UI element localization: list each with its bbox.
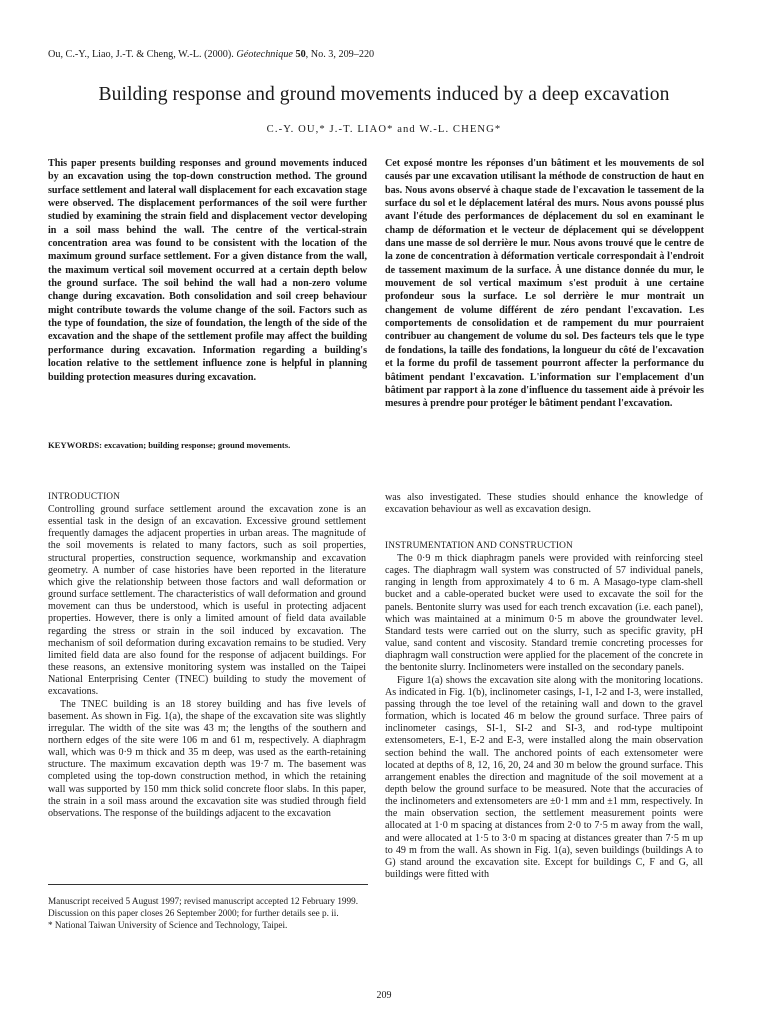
instrumentation-column: [385, 553, 703, 881]
introduction-heading: INTRODUCTION: [48, 492, 121, 502]
footnote-affiliation: * National Taiwan University of Science and Technology, Taipei.: [48, 919, 288, 930]
introduction-continued: [385, 492, 703, 516]
footnote-received: Manuscript received 5 August 1997; revised manuscript accepted 12 February 1999.: [48, 896, 358, 906]
instrumentation-paragraph-1: The 0·9 m thick diaphragm panels were provided with reinforcing steel cages. The diaphragm wall system was constructed of 57 individual panels, ranging in length from approximately 4 to 6 m. A Masago-type clam-shell bucket and a cable-operated bucket were used to excavate the soil for the panels. Bentonite slurry was used for each trench excavation (i.e. each panel), which was maintained at a minimum 0·5 m above the groundwater level. Standard tests were carried out on the slurry, such as specific gravity, pH value, sand content and viscosity. Standard tremie concreting processes for diaphragm wall construction were applied for the placement of the concrete in the bentonite slurry. Inclinometers were installed on the secondary panels.: [385, 553, 703, 674]
abstract-english: This paper presents building responses and ground movements induced by an excavation using the top-down construction method. The ground surface settlement and lateral wall displacement for each excavation stage were observed. The displacement performances of the soil were further studied by examining the strain field and displacement vector developing in a soil mass behind the wall. The centre of the vertical-strain concentration area was found to be consistent with the location of the maximum ground surface settlement. For a given distance from the wall, the maximum vertical soil movement occurred at a certain depth below the ground surface. The soil behind the wall had a non-zero volume change during excavation. Both consolidation and soil creep behaviour might contribute towards the volume change of the soil. Factors such as the type of foundation, the size of foundation, the length of the side of the excavation and the shape of the settlement profile may affect the building performance during excavation. Information regarding a building's location relative to the settlement influence zone is helpful in planning building protection measures during excavation.: [48, 158, 367, 383]
author-list: C.-Y. OU,* J.-T. LIAO* and W.-L. CHENG*: [266, 124, 502, 135]
introduction-column: [48, 504, 366, 820]
footnote-discussion: Discussion on this paper closes 26 September 2000; for further details see p. ii.: [48, 907, 339, 918]
introduction-paragraph-1: Controlling ground surface settlement around the excavation zone is an essential task in the design of an excavation. Excessive ground settlement frequently damages the adjacent properties in urban areas. The magnitude of the soil movements is related to many factors, such as soil properties, structural properties, construction sequence, workmanship and excavation geometry. A number of case histories have been reported in the literature which give the relationship between those factors and wall deformation or ground surface settlement. The characteristics of wall deformation and ground movement can thus be understood, which is useful in protecting adjacent properties. However, there is only a limited amount of field data available regarding the stress or strain in the soil induced by excavation. The mechanism of soil deformation during excavation remains to be studied. Very limited field data are also found for the response of adjacent buildings. For these reasons, an extensive monitoring system was installed on the Taipei National Enterprising Center (TNEC) building to study the movement of excavations.: [48, 504, 366, 698]
citation-volume: 50: [295, 49, 306, 60]
introduction-paragraph-3: was also investigated. These studies should enhance the knowledge of excavation behaviour as well as excavation design.: [385, 492, 703, 516]
citation-issue-pages: , No. 3, 209–220: [305, 49, 375, 60]
introduction-paragraph-2: The TNEC building is an 18 storey building and has five levels of basement. As shown in Fig. 1(a), the shape of the excavation site was slightly irregular. The width of the site was 43 m; the lengths of the southern and northern edges of the site were 106 m and 61 m, respectively. A diaphragm wall, which was 0·9 m thick and 35 m deep, was used as the earth-retaining structure. The maximum excavation depth was 19·7 m. The basement was completed using the top-down construction method, in which the retaining wall was supported by 150 mm thick solid concrete floor slabs. In this paper, the strain in a soil mass around the excavation site was studied through field observations. The response of the buildings adjacent to the excavation: [48, 698, 366, 819]
abstract-french: Cet exposé montre les réponses d'un bâtiment et les mouvements de sol causés par une excavation utilisant la méthode de construction de haut en bas. Nous avons observé à chaque stade de l'excavation le tassement de la surface du sol et le déplacement latéral des murs. Nous avons poussé plus avant l'étude des performances de déplacement du sol en examinant le champ de déformation et le vecteur de déplacement qui se développent dans une masse de sol derrière le mur. Nous avons trouvé que le centre de la zone de concentration à déformation verticale correspondait à l'endroit de tassement maximum de la surface. À une distance donnée du mur, le mouvement de sol vertical maximum s'est produit à une certaine profondeur sous la surface. Le sol derrière le mur montrait un changement de volume différent de zéro pendant l'excavation. Les comportements de consolidation et de rampement du mur pourraient contribuer au changement de volume du sol. Des facteurs tels que le type de fondations, la taille des fondations, la longueur du côté de l'excavation et la forme du profil de tassement pourront affecter la performance du bâtiment pendant l'excavation. L'information sur l'emplacement d'un bâtiment par rapport à la zone d'influence du tassement aide à prévoir les mesures à prendre pour protéger le bâtiment pendant l'excavation.: [385, 158, 704, 410]
citation-line: [48, 49, 374, 60]
paper-title: Building response and ground movements induced by a deep excavation: [98, 84, 670, 105]
citation-journal: Géotechnique: [236, 49, 293, 60]
page-number: 209: [376, 990, 392, 1001]
citation-authors: Ou, C.-Y., Liao, J.-T. & Cheng, W.-L. (2000).: [48, 49, 234, 60]
keywords: KEYWORDS: excavation; building response; ground movements.: [48, 440, 291, 450]
footnotes: [48, 896, 366, 932]
footnote-divider: [48, 884, 368, 885]
instrumentation-paragraph-2: Figure 1(a) shows the excavation site along with the monitoring locations. As indicated in Fig. 1(b), inclinometer casings, I-1, I-2 and I-3, were installed, passing through the toe level of the retaining wall and down to the gravel formation, which is located 46 m below the ground surface. Three pairs of inclinometer casings, SI-1, SI-2 and SI-3, and rod-type multipoint extensometers, E-1, E-2 and E-3, were installed along the main observation section behind the wall. The anchored points of each extensometer were located at depths of 8, 12, 16, 20, 24 and 30 m below the ground surface. This arrangement enables the direction and magnitude of the soil movement at a depth below the ground surface to be measured. Note that the accuracies of the inclinometers and extensometers are ±0·1 mm and ±1 mm, respectively. In the main observation section, the settlement measurement points were allocated at 1·0 m spacing at distances from 2·0 to 7·5 m away from the wall, and were allocated at 1·5 to 3·0 m spacing at distances greater than 7·5 m up to 49 m from the wall. As shown in Fig. 1(a), seven buildings (buildings A to G) stand around the excavation site. Except for buildings C, F and G, all buildings were fitted with: [385, 674, 703, 881]
instrumentation-heading: INSTRUMENTATION AND CONSTRUCTION: [385, 541, 573, 551]
